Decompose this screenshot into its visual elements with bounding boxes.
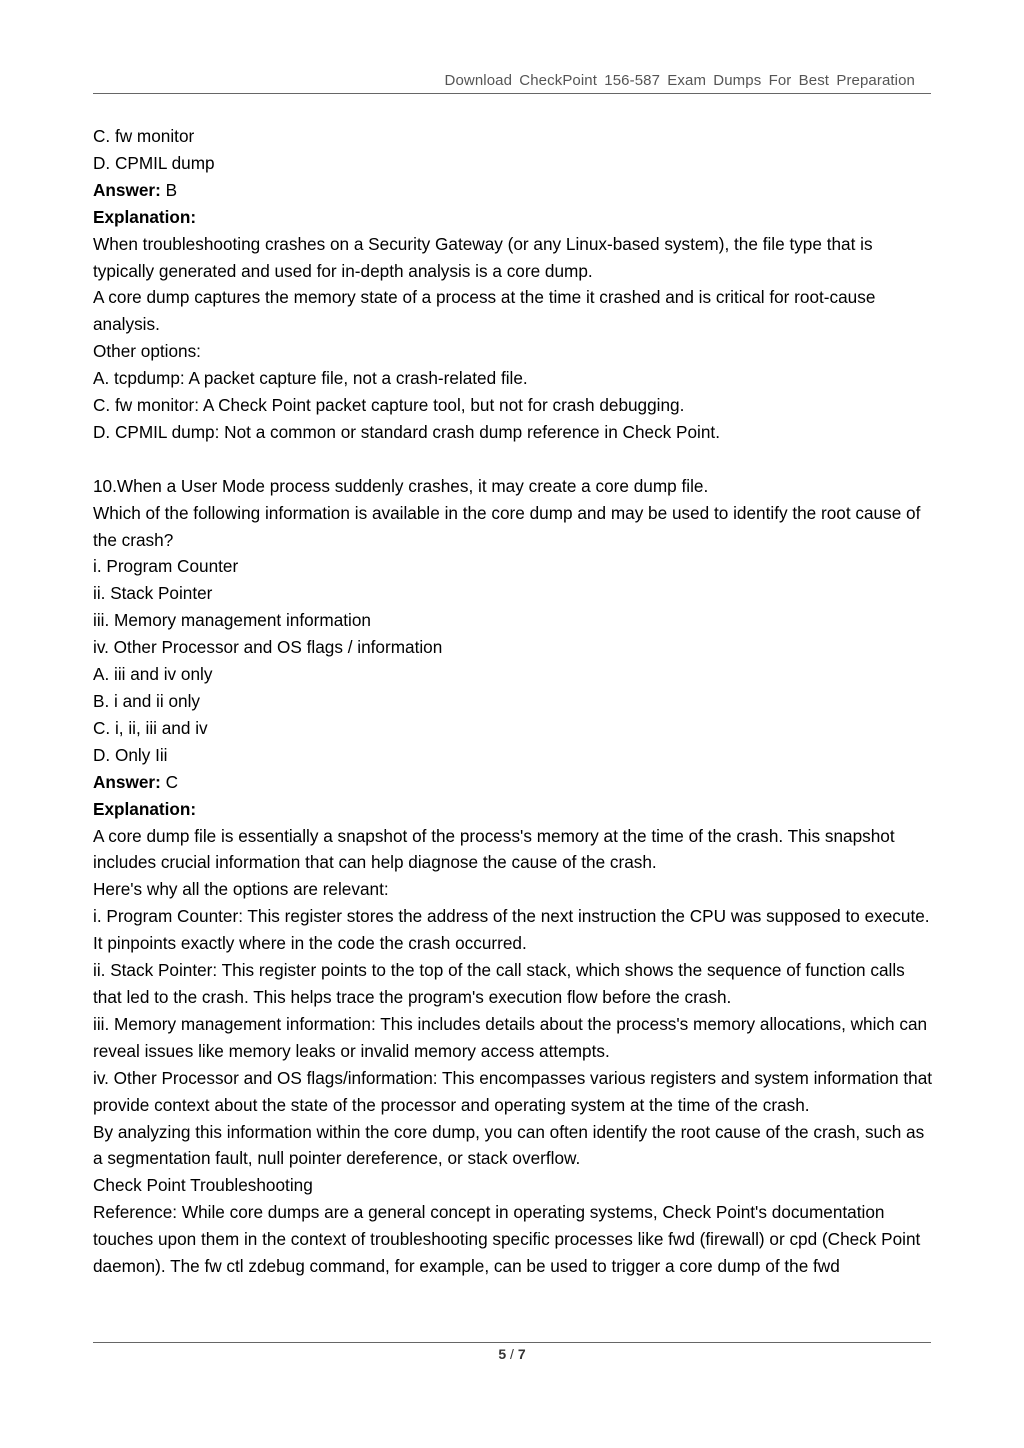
q10-option-c: C. i, ii, iii and iv bbox=[93, 717, 208, 738]
q10-item-iii: iii. Memory management information bbox=[93, 610, 371, 631]
answer-label: Answer: bbox=[93, 771, 161, 792]
q10-item-i: i. Program Counter bbox=[93, 556, 239, 577]
q10-option-a: A. iii and iv only bbox=[93, 664, 213, 685]
q10-option-b: B. i and ii only bbox=[93, 691, 201, 712]
q10-stem-1: 10.When a User Mode process suddenly crashes, it may create a core dump file. bbox=[93, 475, 709, 496]
q10-explanation-para: Check Point Troubleshooting bbox=[93, 1175, 313, 1196]
answer-value: C bbox=[160, 771, 178, 792]
q10-explanation-para: iv. Other Processor and OS flags/information: This encompasses various registers and system information that provide context about the state of the processor and operating system at the time of the crash. bbox=[93, 1067, 933, 1115]
q10-answer bbox=[93, 769, 935, 796]
page-number bbox=[93, 1346, 931, 1362]
q9-answer bbox=[93, 177, 935, 204]
answer-value: B bbox=[160, 179, 178, 200]
q10-explanation-label bbox=[93, 796, 935, 823]
spacer bbox=[93, 446, 935, 473]
page-total: 7 bbox=[517, 1346, 526, 1362]
q10-item-iv: iv. Other Processor and OS flags / information bbox=[93, 637, 443, 658]
q10-explanation-para: iii. Memory management information: This includes details about the process's memory allocations, which can reveal issues like memory leaks or invalid memory access attempts. bbox=[93, 1013, 928, 1061]
q9-explanation-para-1: When troubleshooting crashes on a Security Gateway (or any Linux-based system), the file type that is typically generated and used for in-depth analysis is a core dump. bbox=[93, 233, 873, 281]
answer-label: Answer: bbox=[93, 179, 161, 200]
q9-other-option-a: A. tcpdump: A packet capture file, not a crash-related file. bbox=[93, 368, 528, 389]
q9-other-option-d: D. CPMIL dump: Not a common or standard crash dump reference in Check Point. bbox=[93, 421, 720, 442]
q9-option-c: C. fw monitor bbox=[93, 126, 195, 146]
q9-explanation-para-2: A core dump captures the memory state of a process at the time it crashed and is critical for root-cause analysis. bbox=[93, 287, 876, 335]
q9-other-option-c: C. fw monitor: A Check Point packet capture tool, but not for crash debugging. bbox=[93, 395, 685, 416]
page-separator: / bbox=[506, 1346, 518, 1362]
q10-option-d: D. Only Iii bbox=[93, 744, 168, 765]
header-divider bbox=[93, 93, 931, 94]
q10-reference-para: Reference: While core dumps are a general concept in operating systems, Check Point's documentation touches upon them in the context of troubleshooting specific processes like fwd (firewall) or cpd (Check Point daemon). The fw ctl zdebug command, for example, can be used to trigger a core dump of the fwd bbox=[93, 1202, 921, 1277]
q10-explanation-para: By analyzing this information within the core dump, you can often identify the root cause of the crash, such as a segmentation fault, null pointer dereference, or stack overflow. bbox=[93, 1121, 925, 1169]
explanation-label: Explanation: bbox=[93, 798, 197, 819]
footer-divider bbox=[93, 1342, 931, 1343]
page-current: 5 bbox=[498, 1346, 507, 1362]
q10-item-ii: ii. Stack Pointer bbox=[93, 583, 213, 604]
q9-option-d: D. CPMIL dump bbox=[93, 152, 215, 173]
q10-explanation-para: Here's why all the options are relevant: bbox=[93, 879, 389, 900]
explanation-label: Explanation: bbox=[93, 206, 197, 227]
q10-explanation-para: ii. Stack Pointer: This register points to the top of the call stack, which shows the sequence of function calls that led to the crash. This helps trace the program's execution flow before the crash. bbox=[93, 960, 905, 1007]
page-header: Download CheckPoint 156-587 Exam Dumps For Best Preparation bbox=[444, 72, 915, 89]
q9-explanation-label bbox=[93, 204, 935, 231]
document-body bbox=[93, 123, 935, 1280]
q10-explanation-para: A core dump file is essentially a snapshot of the process's memory at the time of the crash. This snapshot includes crucial information that can help diagnose the cause of the crash. bbox=[93, 825, 895, 873]
q10-explanation-para: i. Program Counter: This register stores the address of the next instruction the CPU was supposed to execute. It pinpoints exactly where in the code the crash occurred. bbox=[93, 906, 930, 954]
q9-other-options-label: Other options: bbox=[93, 341, 201, 362]
q10-stem-2: Which of the following information is available in the core dump and may be used to identify the root cause of the crash? bbox=[93, 502, 921, 550]
